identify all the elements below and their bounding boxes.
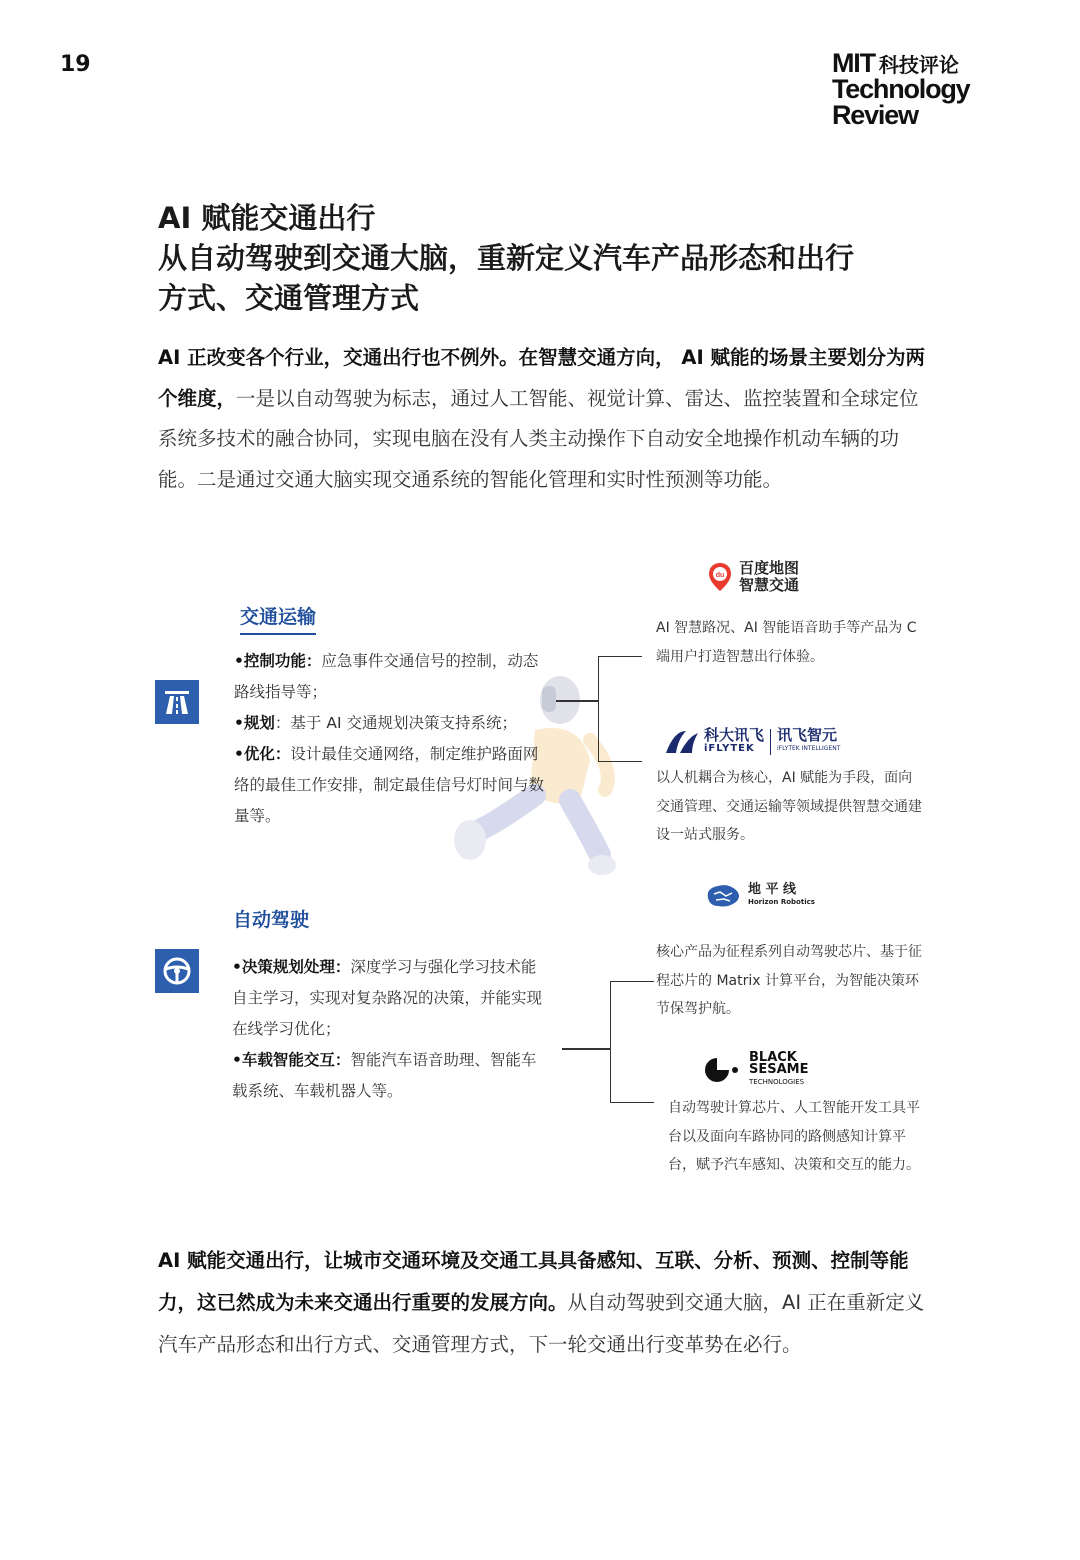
- connector-bracket-2: [610, 981, 654, 1103]
- horizon-name-cn: 地 平 线: [748, 882, 797, 897]
- bullet-optimization: •优化：设计最佳交通网络，制定维护路面网络的最佳工作安排，制定最佳信号灯时间与数量等。: [234, 745, 545, 825]
- logo-mit: MIT: [832, 48, 875, 78]
- intro-text: 一是以自动驾驶为标志，通过人工智能、视觉计算、雷达、监控装置和全球定位系统多技术的融合协同，实现电脑在没有人类主动操作下自动安全地操作机动车辆的功能。二是通过交通大脑实现交通系统的智能化管理和实时性预测等功能。: [158, 386, 919, 491]
- closing-text: 从自动驾驶到交通大脑，AI 正在重新定义汽车产品形态和出行方式、交通管理方式，下一轮交通出行变革势在必行。: [158, 1291, 925, 1356]
- iflytek-name-en: iFLYTEK: [704, 743, 755, 754]
- black-sesame-mark-icon: [703, 1056, 743, 1084]
- mit-technology-review-logo: [832, 50, 982, 128]
- connector-bracket-1: [598, 656, 642, 762]
- title-line-1: AI 赋能交通出行: [158, 201, 376, 235]
- iflytek-sub-en: iFLYTEK INTELLIGENT: [777, 745, 841, 752]
- black-sesame-line1: BLACK: [749, 1050, 797, 1065]
- iflytek-name-cn: 科大讯飞: [704, 726, 765, 744]
- black-sesame-logo: [703, 1052, 808, 1088]
- intro-bold: AI 正改变各个行业，交通出行也不例外。在智慧交通方向， AI 赋能的场景主要划分为两个维度，: [158, 346, 926, 410]
- baidu-name-line1: 百度地图: [739, 559, 800, 577]
- bullet-decision: •决策规划处理：深度学习与强化学习技术能自主学习，实现对复杂路况的决策，并能实现在线学习优化；: [232, 958, 543, 1038]
- title-line-2: 从自动驾驶到交通大脑，重新定义汽车产品形态和出行: [158, 241, 855, 275]
- bullet-interaction: •车载智能交互：智能汽车语音助理、智能车载系统、车载机器人等。: [232, 1051, 537, 1100]
- autonomous-bullets: [232, 952, 548, 1107]
- baidu-map-pin-icon: [707, 562, 733, 592]
- bullet-control: •控制功能：应急事件交通信号的控制，动态路线指导等；: [234, 652, 539, 701]
- steering-wheel-icon: [155, 949, 199, 993]
- title-line-3: 方式、交通管理方式: [158, 281, 420, 315]
- black-sesame-description: 自动驾驶计算芯片、人工智能开发工具平台以及面向车路协同的路侧感知计算平台，赋予汽车感知、决策和交互的能力。: [668, 1100, 920, 1173]
- section-title-transport: 交通运输: [240, 602, 316, 629]
- logo-technology: Technology: [832, 74, 970, 104]
- horizon-robotics-logo: [704, 882, 815, 910]
- iflytek-logo: [664, 727, 840, 757]
- horizon-brain-icon: [704, 882, 742, 910]
- logo-cn: 科技评论: [878, 55, 959, 77]
- logo-review: Review: [832, 100, 918, 130]
- highway-icon: [155, 680, 199, 724]
- horizon-description: 核心产品为征程系列自动驾驶芯片、基于征程芯片的 Matrix 计算平台，为智能决策环节保驾护航。: [656, 944, 922, 1017]
- black-sesame-line3: TECHNOLOGIES: [749, 1078, 805, 1086]
- black-sesame-line2: SESAME: [749, 1062, 809, 1077]
- closing-bold: AI 赋能交通出行，让城市交通环境及交通工具具备感知、互联、分析、预测、控制等能力，这已然成为未来交通出行重要的发展方向。: [158, 1249, 909, 1314]
- baidu-logo: [707, 560, 799, 594]
- iflytek-mark-icon: [664, 727, 700, 757]
- iflytek-sub-cn: 讯飞智元: [777, 726, 838, 744]
- page-number: 19: [60, 52, 91, 77]
- iflytek-description: 以人机耦合为核心，AI 赋能为手段，面向交通管理、交通运输等领域提供智慧交通建设一站式服务。: [656, 770, 922, 843]
- baidu-name-line2: 智慧交通: [739, 576, 800, 594]
- intro-paragraph: [158, 338, 928, 500]
- bullet-planning: •规划：基于 AI 交通规划决策支持系统；: [234, 714, 517, 732]
- horizon-name-en: Horizon Robotics: [748, 898, 815, 906]
- section-title-autonomous: 自动驾驶: [233, 909, 310, 931]
- baidu-badge-text: du: [715, 572, 725, 579]
- transport-bullets: [234, 646, 546, 832]
- connector-stem-1: [556, 700, 598, 702]
- closing-paragraph: [158, 1240, 928, 1366]
- baidu-description: AI 智慧路况、AI 智能语音助手等产品为 C 端用户打造智慧出行体验。: [656, 620, 917, 665]
- page-title: [158, 198, 958, 318]
- connector-stem-2: [562, 1048, 610, 1050]
